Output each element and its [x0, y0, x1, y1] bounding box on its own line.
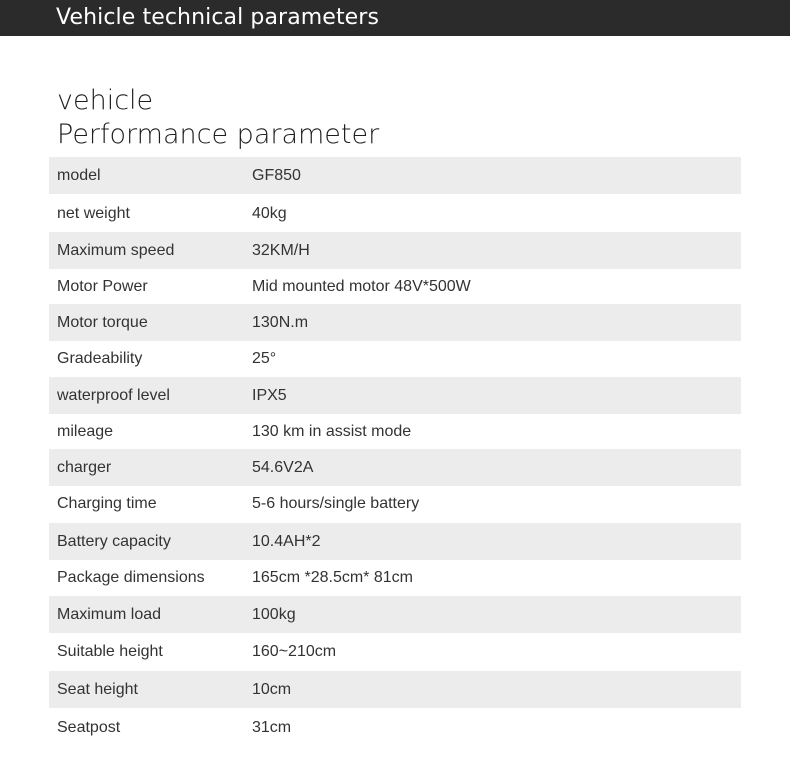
row-label: Maximum speed	[57, 242, 175, 259]
row-value: 100kg	[252, 606, 296, 623]
row-label: net weight	[57, 205, 130, 222]
table-row	[49, 633, 741, 670]
row-value: IPX5	[252, 387, 287, 404]
table-row	[49, 195, 741, 232]
row-label: Package dimensions	[57, 569, 205, 586]
row-label: model	[57, 167, 101, 184]
banner-title: Vehicle technical parameters	[56, 5, 380, 30]
table-row	[49, 671, 741, 708]
row-label: charger	[57, 459, 112, 476]
row-value: 160~210cm	[252, 643, 337, 660]
table-row	[49, 596, 741, 633]
table-row	[49, 377, 741, 414]
row-label: Seatpost	[57, 719, 121, 736]
row-value: GF850	[252, 167, 301, 184]
row-label: Gradeability	[57, 350, 143, 367]
row-label: Battery capacity	[57, 533, 171, 550]
table-row	[49, 340, 741, 377]
row-value: 32KM/H	[252, 242, 310, 259]
row-value: 40kg	[252, 205, 287, 222]
row-value: 10cm	[252, 681, 292, 698]
row-label: Suitable height	[57, 643, 163, 660]
row-value: Mid mounted motor 48V*500W	[252, 278, 471, 295]
row-label: Motor torque	[57, 314, 148, 331]
table-row	[49, 523, 741, 560]
table-row	[49, 413, 741, 450]
row-label: mileage	[57, 423, 114, 440]
row-label: waterproof level	[57, 387, 170, 404]
row-label: Maximum load	[57, 606, 162, 623]
heading-line-1: vehicle	[57, 85, 154, 116]
table-row	[49, 232, 741, 269]
table-row	[49, 709, 741, 746]
table-row	[49, 449, 741, 486]
row-value: 165cm *28.5cm* 81cm	[252, 569, 413, 586]
title-banner	[0, 0, 790, 36]
row-value: 130 km in assist mode	[252, 423, 412, 440]
row-value: 130N.m	[252, 314, 309, 331]
heading-line-2: Performance parameter	[57, 119, 380, 150]
table-row	[49, 157, 741, 194]
row-label: Seat height	[57, 681, 138, 698]
row-value: 25°	[252, 350, 277, 367]
row-value: 31cm	[252, 719, 292, 736]
row-label: Charging time	[57, 495, 157, 512]
table-row	[49, 304, 741, 341]
table-row	[49, 485, 741, 522]
row-value: 54.6V2A	[252, 459, 314, 476]
section-heading	[57, 84, 379, 152]
row-value: 10.4AH*2	[252, 533, 321, 550]
table-row	[49, 268, 741, 305]
table-row	[49, 559, 741, 596]
row-value: 5-6 hours/single battery	[252, 495, 420, 512]
row-label: Motor Power	[57, 278, 148, 295]
